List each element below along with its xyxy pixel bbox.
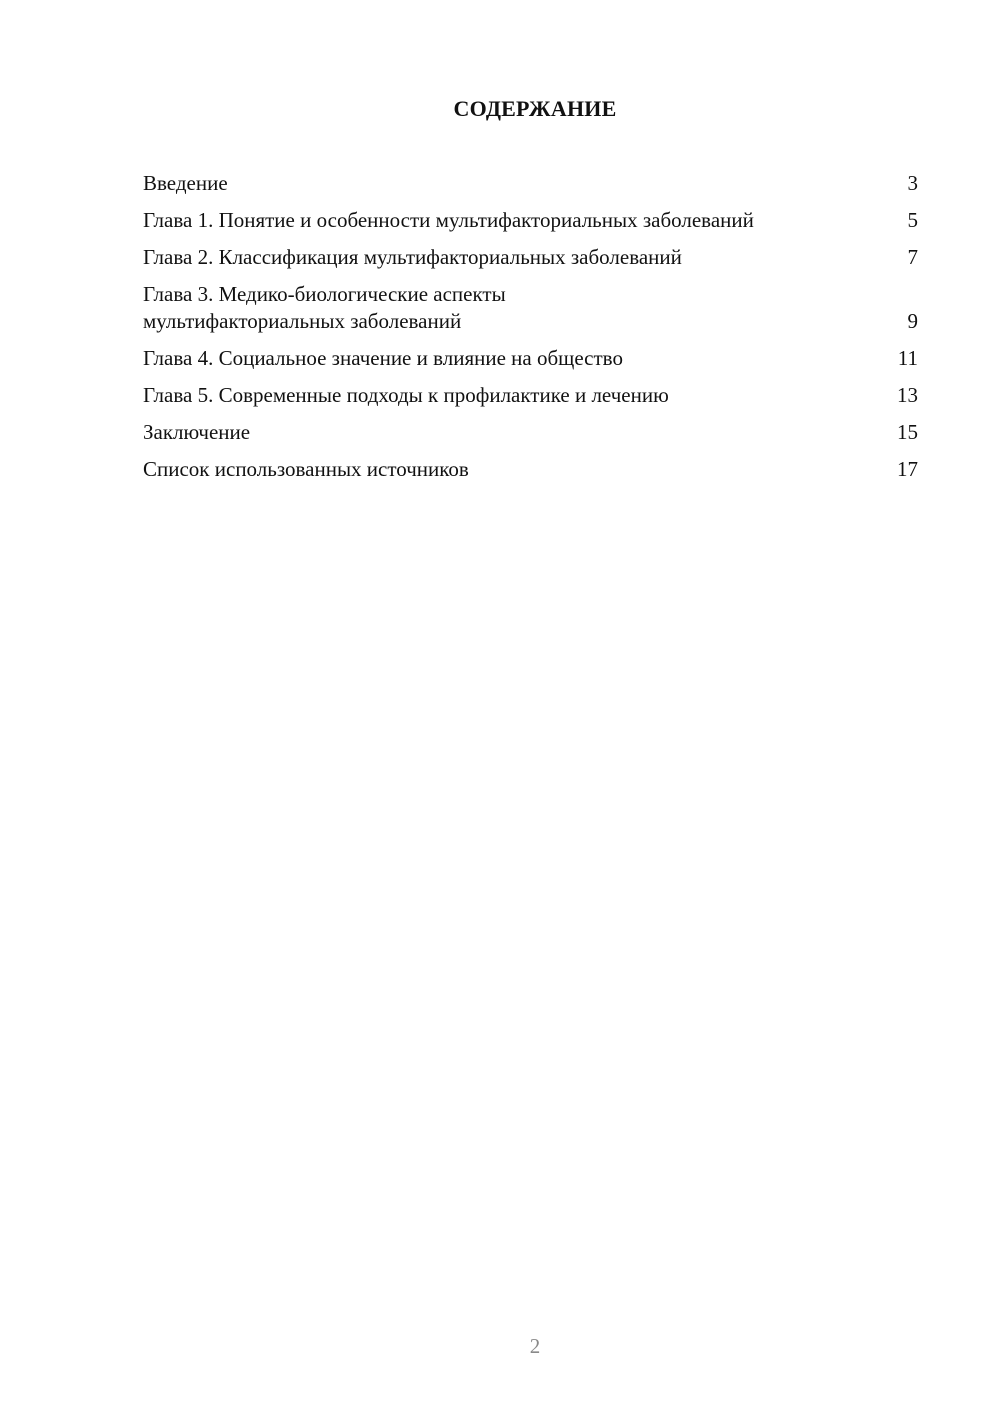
toc-entry-page: 15 <box>897 420 918 444</box>
toc-entry-chapter-5[interactable] <box>143 382 918 409</box>
toc-entry-title: Глава 3. Медико-биологические аспекты мультифакториальных заболеваний <box>143 282 506 333</box>
toc-entry-page: 5 <box>907 208 918 232</box>
toc-entry-page: 11 <box>897 346 918 370</box>
toc-entry-title: Глава 1. Понятие и особенности мультифакториальных заболеваний <box>143 208 754 232</box>
toc-entry-page: 13 <box>897 383 918 407</box>
table-of-contents <box>143 170 918 493</box>
toc-entry-page: 17 <box>897 457 918 481</box>
toc-entry-title: Список использованных источников <box>143 457 469 481</box>
page-number: 2 <box>529 1334 541 1358</box>
toc-entry-conclusion[interactable] <box>143 419 918 446</box>
toc-entry-chapter-4[interactable] <box>143 345 918 372</box>
toc-entry-title: Глава 5. Современные подходы к профилактике и лечению <box>143 383 669 407</box>
toc-entry-title: Заключение <box>143 420 251 444</box>
toc-entry-chapter-2[interactable] <box>143 244 918 271</box>
toc-entry-chapter-1[interactable] <box>143 207 918 234</box>
toc-entry-page: 9 <box>907 309 918 333</box>
toc-entry-introduction[interactable] <box>143 170 918 197</box>
toc-entry-references[interactable] <box>143 456 918 483</box>
toc-entry-title: Глава 2. Классификация мультифакториальных заболеваний <box>143 245 682 269</box>
toc-entry-title: Глава 4. Социальное значение и влияние на общество <box>143 346 623 370</box>
toc-entry-chapter-3[interactable] <box>143 281 918 335</box>
toc-entry-page: 7 <box>907 245 918 269</box>
toc-entry-title: Введение <box>143 171 228 195</box>
toc-entry-page: 3 <box>907 171 918 195</box>
page-title: СОДЕРЖАНИЕ <box>453 96 617 121</box>
